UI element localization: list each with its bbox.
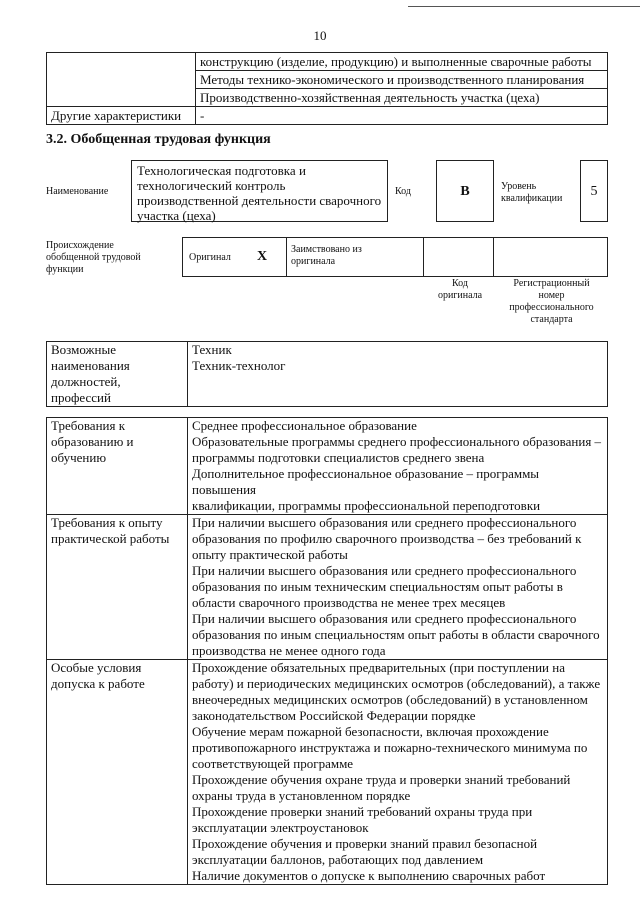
special-conditions-label: Особые условия допуска к работе [47, 660, 188, 885]
table-row [47, 515, 608, 660]
table-cell: Методы технико-экономического и производственного планирования [196, 71, 608, 89]
table-row [47, 71, 608, 89]
table-row [47, 342, 608, 407]
function-name-value: Технологическая подготовка и технологический контроль производственной деятельности сварочного участка (цеха) [137, 163, 382, 223]
table-row [47, 89, 608, 107]
special-conditions-values: Прохождение обязательных предварительных (при поступлении на работу) и периодических медицинских осмотров (обследований), а также внеочередных медицинских осмотров (обследований) в установленном законодательством Российской Федерации порядке Обучение мерам пожарной безопасности, включая прохождение противопожарного инструктажа и пожарно-технического минимума по соответствующей программе Прохождение обучения охране труда и проверки знаний требований охраны труда в установленном порядке Прохождение проверки знаний требований охраны труда при эксплуатации электроустановок Прохождение обучения и проверки знаний правил безопасной эксплуатации баллонов, работающих под давлением Наличие документов о допуске к выполнению сварочных работ [188, 660, 608, 885]
top-rule [408, 6, 640, 7]
original-mark: X [257, 249, 268, 264]
registration-number-caption: Регистрационный номер профессионального стандарта [509, 278, 594, 325]
positions-label: Возможные наименования должностей, профессий [47, 342, 188, 407]
experience-values: При наличии высшего образования или среднего профессионального образования по профилю сварочного производства – без требований к опыту практической работы При наличии высшего образования или среднего профессионального образования по иным техническим специальностям опыт работы в области сварочного производства не менее трех месяцев При наличии высшего образования или среднего профессионального образования по иным специальностям опыт работы в области сварочного производства не менее одного года [188, 515, 608, 660]
page-number: 10 [313, 28, 327, 43]
original-label: Оригинал [189, 252, 231, 263]
table-row [47, 418, 608, 515]
code-original-caption: Код оригинала [437, 278, 483, 301]
table-cell: конструкцию (изделие, продукцию) и выполненные сварочные работы [196, 53, 608, 71]
table-row [47, 660, 608, 885]
origin-label: Происхождение обобщенной трудовой функции [46, 240, 141, 275]
section-title: 3.2. Обобщенная трудовая функция [46, 132, 271, 147]
continuation-table [46, 52, 608, 125]
experience-label: Требования к опыту практической работы [47, 515, 188, 660]
level-label: Уровень квалификации [501, 181, 563, 204]
positions-table [46, 341, 608, 407]
positions-values: Техник Техник-технолог [188, 342, 608, 407]
table-cell: Производственно-хозяйственная деятельность участка (цеха) [196, 89, 608, 107]
function-name-box [131, 160, 388, 222]
origin-table [182, 237, 608, 277]
table-row [47, 53, 608, 71]
code-value: B [436, 160, 494, 222]
other-characteristics-value: - [196, 107, 608, 125]
education-label: Требования к образованию и обучению [47, 418, 188, 515]
name-label: Наименование [46, 186, 109, 197]
requirements-table [46, 417, 608, 885]
table-row [47, 107, 608, 125]
borrowed-label: Заимствовано из оригинала [291, 244, 362, 267]
education-values: Среднее профессиональное образование Образовательные программы среднего профессионального образования – программы подготовки специалистов среднего звена Дополнительное профессиональное образование – программы повышения квалификации, программы профессиональной переподготовки [188, 418, 608, 515]
level-value: 5 [580, 160, 608, 222]
other-characteristics-label: Другие характеристики [47, 107, 196, 125]
code-label: Код [395, 186, 411, 197]
